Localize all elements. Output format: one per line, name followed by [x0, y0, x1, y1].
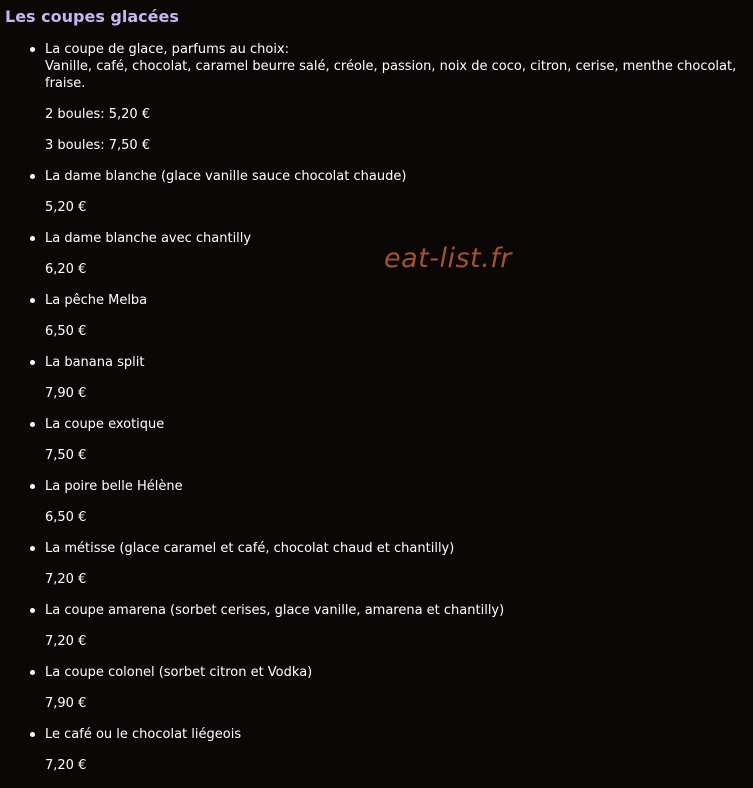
menu-item: [0, 41, 753, 154]
menu-item-name: La coupe de glace, parfums au choix:: [45, 42, 289, 57]
menu-item-price: 5,20 €: [45, 200, 87, 215]
menu-item-price: 7,50 €: [45, 448, 87, 463]
menu-item-price: 6,20 €: [45, 262, 87, 277]
watermark: eat-list.fr: [384, 243, 512, 274]
menu-item-name: Le café ou le chocolat liégeois: [45, 727, 242, 742]
menu-item-name: La banana split: [45, 355, 145, 370]
menu-item-price: 7,90 €: [45, 696, 87, 711]
menu-item-price: 3 boules: 7,50 €: [45, 138, 151, 153]
bullet-icon: [30, 236, 35, 241]
menu-item-name: La métisse (glace caramel et café, chocolat chaud et chantilly): [45, 541, 455, 556]
menu-item-name: La coupe colonel (sorbet citron et Vodka): [45, 665, 313, 680]
bullet-icon: [30, 608, 35, 613]
bullet-icon: [30, 298, 35, 303]
menu-item: [0, 602, 753, 650]
menu-item: [0, 478, 753, 526]
menu-item-price: 7,20 €: [45, 572, 87, 587]
bullet-icon: [30, 546, 35, 551]
menu-item: [0, 168, 753, 216]
menu-item-price: 6,50 €: [45, 510, 87, 525]
menu-item-name: La coupe amarena (sorbet cerises, glace vanille, amarena et chantilly): [45, 603, 505, 618]
bullet-icon: [30, 422, 35, 427]
menu-item-price: 7,20 €: [45, 758, 87, 773]
menu-item-name: La poire belle Hélène: [45, 479, 183, 494]
menu-item-price: 2 boules: 5,20 €: [45, 107, 151, 122]
bullet-icon: [30, 47, 35, 52]
menu-item: [0, 230, 753, 278]
menu-item-price: 7,20 €: [45, 634, 87, 649]
menu-item: [0, 292, 753, 340]
bullet-icon: [30, 360, 35, 365]
menu-item-price: 6,50 €: [45, 324, 87, 339]
menu-item: [0, 726, 753, 774]
menu-item-name: La coupe exotique: [45, 417, 165, 432]
menu-item: [0, 416, 753, 464]
menu-item: [0, 664, 753, 712]
menu-item-price: 7,90 €: [45, 386, 87, 401]
menu-item: [0, 354, 753, 402]
menu-item-flavours: Vanille, café, chocolat, caramel beurre salé, créole, passion, noix de coco, citron, cerise, menthe chocolat, fraise.: [45, 59, 737, 91]
bullet-icon: [30, 484, 35, 489]
bullet-icon: [30, 732, 35, 737]
menu-item-name: La dame blanche avec chantilly: [45, 231, 252, 246]
menu-list: [0, 41, 753, 788]
menu-item: [0, 540, 753, 588]
menu-item-name: La pêche Melba: [45, 293, 148, 308]
bullet-icon: [30, 174, 35, 179]
page-title: Les coupes glacées: [5, 7, 179, 26]
menu-item-name: La dame blanche (glace vanille sauce chocolat chaude): [45, 169, 407, 184]
bullet-icon: [30, 670, 35, 675]
